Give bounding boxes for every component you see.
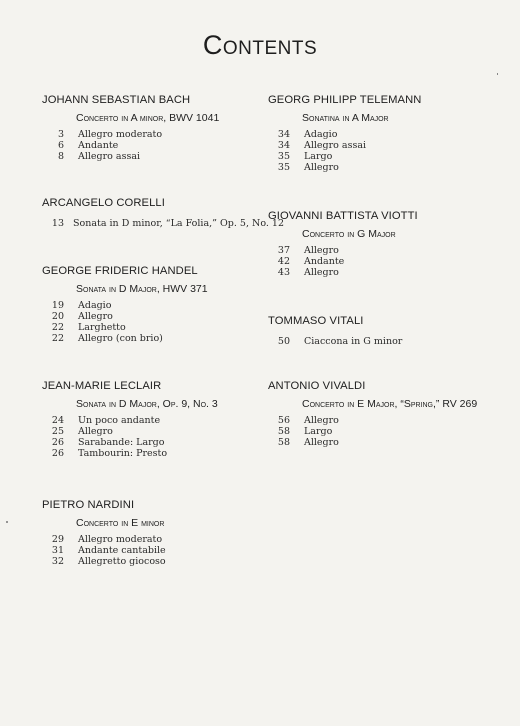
movement-list	[268, 245, 418, 278]
page-number: 3	[57, 129, 64, 140]
movement-entry[interactable]	[42, 140, 219, 151]
composer-name: JEAN-MARIE LECLAIR	[42, 380, 162, 392]
movement-name: Larghetto	[78, 322, 126, 333]
composer-section-leclair	[42, 379, 218, 459]
movement-entry[interactable]	[42, 415, 218, 426]
page-number: 34	[277, 129, 290, 140]
movement-name: Allegro	[78, 426, 113, 437]
movement-entry[interactable]	[42, 300, 208, 311]
movement-list	[42, 415, 218, 459]
movement-name: Allegro assai	[304, 140, 367, 151]
composer-name: ANTONIO VIVALDI	[268, 380, 366, 392]
movement-name: Allegro (con brio)	[78, 333, 163, 344]
movement-list	[268, 415, 477, 448]
movement-entry[interactable]	[268, 245, 418, 256]
movement-name: Adagio	[304, 129, 338, 140]
page-number: 31	[51, 545, 64, 556]
page-number: 32	[51, 556, 64, 567]
page-number: 35	[277, 151, 290, 162]
movement-entry[interactable]	[268, 437, 477, 448]
page-number: 22	[51, 333, 64, 344]
page-number: 13	[51, 218, 64, 229]
work-title: Concerto in E Major, “Spring,” RV 269	[302, 398, 478, 410]
paper-speck	[497, 73, 498, 75]
composer-section-nardini	[42, 498, 166, 567]
movement-list	[42, 129, 219, 162]
page-number: 26	[51, 437, 64, 448]
movement-entry[interactable]	[42, 333, 208, 344]
movement-name: Sonata in D minor, “La Folia,” Op. 5, No. 12	[73, 218, 285, 229]
movement-name: Andante	[304, 256, 345, 267]
movement-entry[interactable]	[42, 151, 219, 162]
movement-entry[interactable]	[268, 336, 402, 347]
movement-entry[interactable]	[42, 322, 208, 333]
work-title: Concerto in A minor, BWV 1041	[76, 112, 220, 124]
page-number: 25	[51, 426, 64, 437]
page-number: 37	[277, 245, 290, 256]
page-number: 24	[51, 415, 64, 426]
composer-section-telemann	[268, 93, 421, 173]
movement-name: Allegro	[304, 415, 339, 426]
page-number: 22	[51, 322, 64, 333]
page-number: 56	[277, 415, 290, 426]
movement-name: Allegro moderato	[78, 534, 163, 545]
movement-name: Andante cantabile	[78, 545, 166, 556]
composer-section-handel	[42, 264, 208, 344]
page-number: 34	[277, 140, 290, 151]
composer-section-corelli	[42, 196, 284, 229]
composer-name: TOMMASO VITALI	[268, 315, 364, 327]
composer-section-vitali	[268, 314, 402, 347]
movement-entry[interactable]	[42, 218, 284, 229]
movement-entry[interactable]	[42, 129, 219, 140]
movement-entry[interactable]	[42, 448, 218, 459]
movement-name: Allegro moderato	[78, 129, 163, 140]
movement-list	[42, 300, 208, 344]
work-title: Concerto in E minor	[76, 517, 165, 529]
movement-list	[42, 534, 166, 567]
paper-speck	[6, 521, 8, 523]
movement-entry[interactable]	[268, 415, 477, 426]
movement-entry[interactable]	[268, 140, 421, 151]
page-number: 20	[51, 311, 64, 322]
movement-list	[268, 129, 421, 173]
movement-name: Allegro	[78, 311, 113, 322]
work-title: Sonatina in A Major	[302, 112, 389, 124]
movement-name: Allegro	[304, 437, 339, 448]
movement-entry[interactable]	[42, 437, 218, 448]
movement-name: Ciaccona in G minor	[304, 336, 403, 347]
movement-name: Andante	[78, 140, 119, 151]
movement-entry[interactable]	[42, 545, 166, 556]
page-number: 19	[51, 300, 64, 311]
page-number: 58	[277, 437, 290, 448]
movement-name: Largo	[304, 151, 333, 162]
page-number: 50	[277, 336, 290, 347]
work-title: Sonata in D Major, HWV 371	[76, 283, 208, 295]
movement-name: Largo	[304, 426, 333, 437]
movement-name: Allegro	[304, 245, 339, 256]
page-number: 43	[277, 267, 290, 278]
page-number: 35	[277, 162, 290, 173]
composer-name: GEORGE FRIDERIC HANDEL	[42, 265, 198, 277]
movement-entry[interactable]	[268, 151, 421, 162]
composer-name: GEORG PHILIPP TELEMANN	[268, 94, 422, 106]
page-number: 29	[51, 534, 64, 545]
movement-entry[interactable]	[42, 311, 208, 322]
movement-name: Allegro assai	[78, 151, 141, 162]
composer-name: GIOVANNI BATTISTA VIOTTI	[268, 210, 418, 222]
movement-name: Tambourin: Presto	[78, 448, 168, 459]
work-title: Concerto in G Major	[302, 228, 396, 240]
movement-entry[interactable]	[268, 426, 477, 437]
composer-name: ARCANGELO CORELLI	[42, 197, 165, 209]
page-number: 8	[57, 151, 64, 162]
movement-entry[interactable]	[42, 534, 166, 545]
movement-name: Sarabande: Largo	[78, 437, 165, 448]
movement-entry[interactable]	[268, 267, 418, 278]
movement-name: Un poco andante	[78, 415, 161, 426]
composer-section-vivaldi	[268, 379, 477, 448]
composer-section-bach	[42, 93, 219, 162]
movement-name: Allegro	[304, 267, 339, 278]
page-number: 6	[57, 140, 64, 151]
page-number: 58	[277, 426, 290, 437]
movement-name: Allegro	[304, 162, 339, 173]
movement-entry[interactable]	[268, 162, 421, 173]
page-number: 26	[51, 448, 64, 459]
movement-entry[interactable]	[42, 556, 166, 567]
movement-name: Adagio	[78, 300, 112, 311]
movement-entry[interactable]	[268, 256, 418, 267]
work-title: Sonata in D Major, Op. 9, No. 3	[76, 398, 218, 410]
movement-entry[interactable]	[42, 426, 218, 437]
page-number: 42	[277, 256, 290, 267]
composer-section-viotti	[268, 209, 418, 278]
movement-name: Allegretto giocoso	[78, 556, 166, 567]
movement-entry[interactable]	[268, 129, 421, 140]
composer-name: PIETRO NARDINI	[42, 499, 135, 511]
composer-name: JOHANN SEBASTIAN BACH	[42, 94, 191, 106]
page-title: Contents	[202, 30, 318, 60]
